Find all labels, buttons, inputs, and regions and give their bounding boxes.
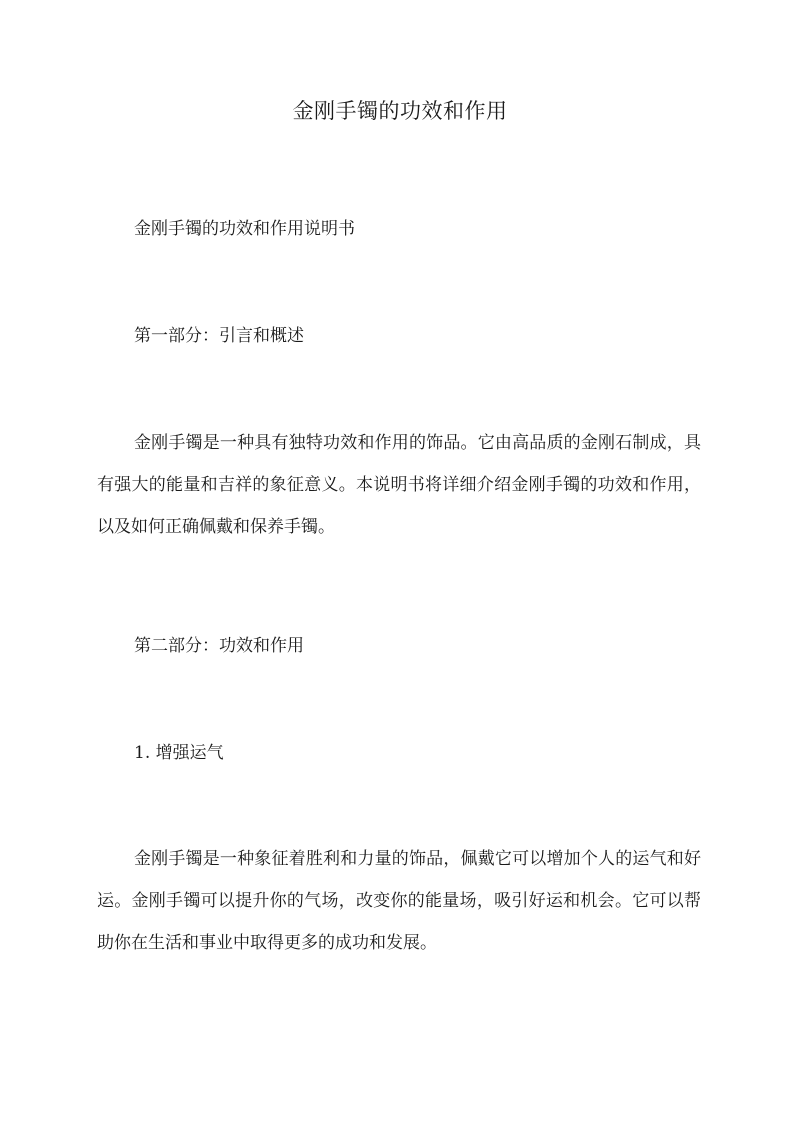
item1-heading: 1. 增强运气 bbox=[134, 743, 224, 763]
section1-heading: 第一部分：引言和概述 bbox=[134, 326, 304, 346]
section1-paragraph: 金刚手镯是一种具有独特功效和作用的饰品。它由高品质的金刚石制成，具有强大的能量和吉祥的象征意义。本说明书将详细介绍金刚手镯的功效和作用，以及如何正确佩戴和保养手镯。 bbox=[97, 433, 701, 537]
section2-heading: 第二部分：功效和作用 bbox=[134, 636, 304, 656]
document-title: 金刚手镯的功效和作用 bbox=[292, 99, 508, 123]
document-subtitle: 金刚手镯的功效和作用说明书 bbox=[134, 219, 355, 239]
item1-paragraph: 金刚手镯是一种象征着胜利和力量的饰品，佩戴它可以增加个人的运气和好运。金刚手镯可以提升你的气场，改变你的能量场，吸引好运和机会。它可以帮助你在生活和事业中取得更多的成功和发展。 bbox=[97, 849, 701, 953]
